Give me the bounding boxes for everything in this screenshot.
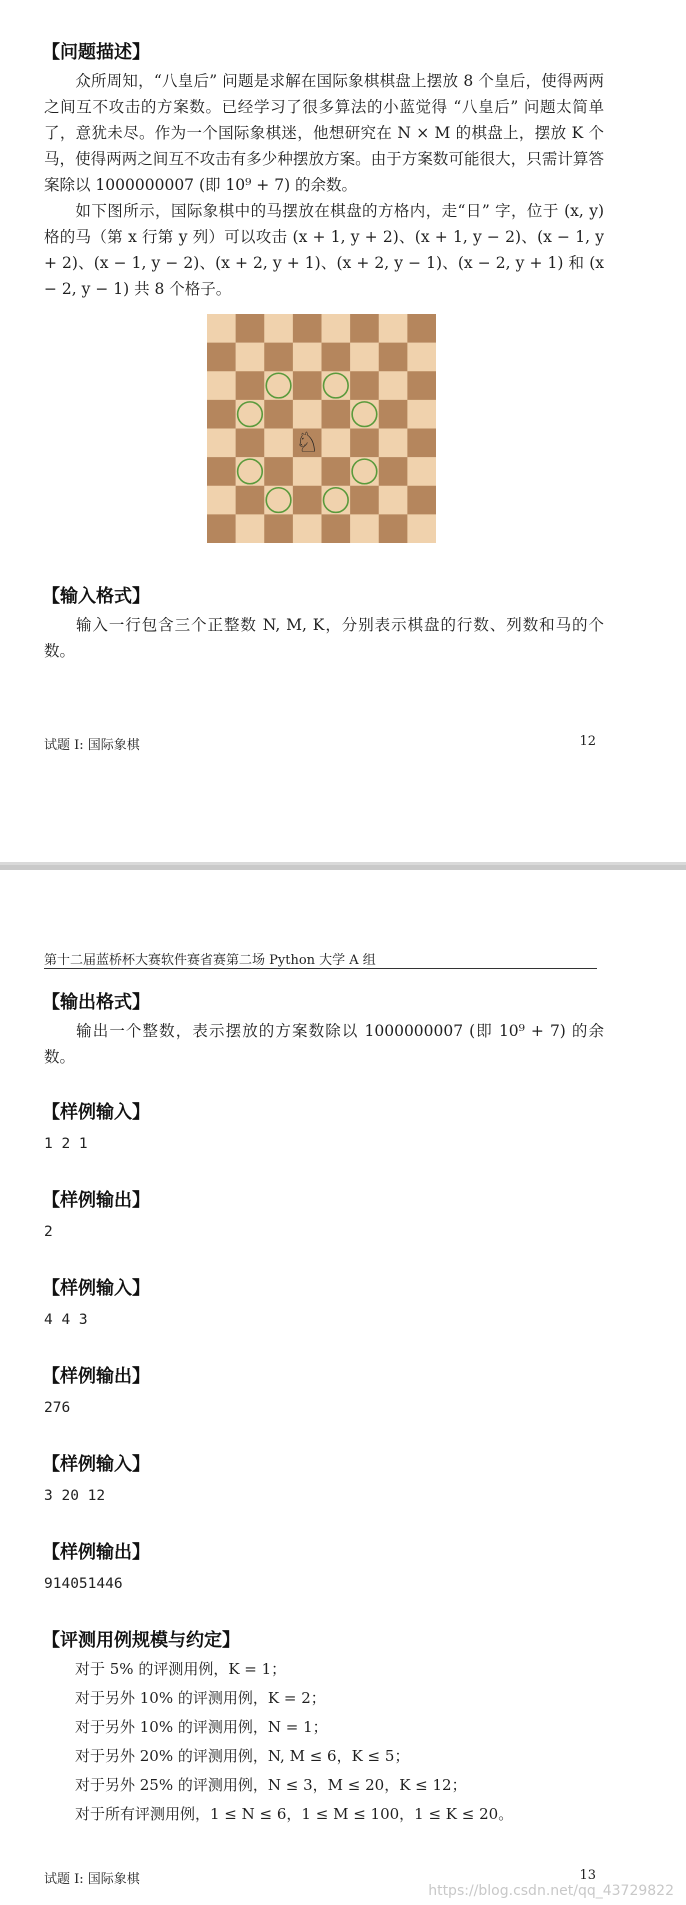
board-square	[236, 486, 265, 515]
board-square	[264, 343, 293, 372]
sample-output-1-heading: 【样例输出】	[42, 1190, 150, 1211]
constraint-line-3: 对于另外 10% 的评测用例，N = 1；	[75, 1718, 328, 1736]
board-square	[236, 314, 265, 343]
board-square	[407, 314, 436, 343]
board-square	[350, 429, 379, 458]
board-square	[236, 400, 265, 429]
board-square	[293, 457, 322, 486]
board-square	[407, 514, 436, 543]
constraint-line-6: 对于所有评测用例，1 ≤ N ≤ 6，1 ≤ M ≤ 100，1 ≤ K ≤ 20。	[75, 1805, 514, 1823]
constraint-line-1: 对于 5% 的评测用例，K = 1；	[75, 1660, 287, 1678]
input-format-paragraph	[44, 612, 604, 664]
board-square	[350, 314, 379, 343]
board-square	[236, 343, 265, 372]
board-square	[264, 371, 293, 400]
board-square	[350, 457, 379, 486]
sample-input-1-value: 1 2 1	[44, 1136, 88, 1152]
sample-input-3-value: 3 20 12	[44, 1488, 106, 1504]
sample-output-3-heading: 【样例输出】	[42, 1542, 150, 1563]
board-square	[379, 486, 408, 515]
board-square	[293, 400, 322, 429]
sample-input-2-heading: 【样例输入】	[42, 1278, 150, 1299]
page-number: 12	[579, 734, 596, 749]
board-square	[379, 371, 408, 400]
board-square	[379, 343, 408, 372]
constraint-line-2: 对于另外 10% 的评测用例，K = 2；	[75, 1689, 326, 1707]
sample-output-1-value: 2	[44, 1224, 53, 1240]
problem-description-paragraph-1	[44, 68, 604, 198]
board-square	[407, 371, 436, 400]
page-footer-title: 试题 I: 国际象棋	[44, 1872, 140, 1887]
board-square	[350, 486, 379, 515]
board-square	[350, 371, 379, 400]
output-format-paragraph	[44, 1018, 604, 1070]
source-watermark: https://blog.csdn.net/qq_43729822	[428, 1883, 674, 1899]
board-square	[264, 486, 293, 515]
board-square	[407, 429, 436, 458]
input-format-heading: 【输入格式】	[42, 586, 150, 607]
board-square	[236, 514, 265, 543]
sample-input-2-value: 4 4 3	[44, 1312, 88, 1328]
board-square	[350, 343, 379, 372]
constraint-line-4: 对于另外 20% 的评测用例，N, M ≤ 6，K ≤ 5；	[75, 1747, 410, 1765]
board-square	[322, 429, 351, 458]
board-square	[293, 371, 322, 400]
board-square	[379, 514, 408, 543]
sample-output-2-heading: 【样例输出】	[42, 1366, 150, 1387]
board-square	[322, 314, 351, 343]
board-square	[207, 429, 236, 458]
board-square	[379, 457, 408, 486]
board-square	[322, 514, 351, 543]
board-square	[322, 400, 351, 429]
board-square	[350, 514, 379, 543]
board-square	[264, 514, 293, 543]
sample-input-1-heading: 【样例输入】	[42, 1102, 150, 1123]
sample-output-2-value: 276	[44, 1400, 71, 1416]
problem-description-text-1: 众所周知，“八皇后” 问题是求解在国际象棋棋盘上摆放 8 个皇后，使得两两之间互不攻击的方案数。已经学习了很多算法的小蓝觉得 “八皇后” 问题太简单了，意犹未尽。作为一个国际象棋迷，他想研究在 N × M 的棋盘上，摆放 K 个马，使得两两之间互不攻击有多少种摆放方案。由于方案数可能很大，只需计算答案除以 1000000007 (即 10⁹ + 7) 的余数。	[44, 72, 604, 194]
page-footer-title: 试题 I: 国际象棋	[44, 738, 140, 753]
header-rule	[44, 968, 597, 969]
board-square	[379, 314, 408, 343]
board-square	[207, 314, 236, 343]
board-square	[407, 343, 436, 372]
board-square	[264, 314, 293, 343]
board-square	[236, 371, 265, 400]
board-square	[350, 400, 379, 429]
document-page-12	[0, 0, 686, 862]
board-square	[322, 371, 351, 400]
constraints-heading: 【评测用例规模与约定】	[42, 1630, 240, 1651]
board-square	[207, 457, 236, 486]
board-square	[379, 429, 408, 458]
board-square	[407, 457, 436, 486]
document-page-13	[0, 870, 686, 1905]
board-square	[293, 486, 322, 515]
page-number: 13	[579, 1868, 596, 1883]
board-square	[379, 400, 408, 429]
sample-input-3-heading: 【样例输入】	[42, 1454, 150, 1475]
board-square	[293, 314, 322, 343]
knight-piece-icon: ♘	[295, 427, 320, 459]
board-square	[407, 400, 436, 429]
page-running-header: 第十二届蓝桥杯大赛软件赛省赛第二场 Python 大学 A 组	[44, 953, 376, 968]
output-format-text: 输出一个整数，表示摆放的方案数除以 1000000007 (即 10⁹ + 7) 的余数。	[44, 1022, 604, 1066]
board-square	[264, 457, 293, 486]
page-separator	[0, 862, 686, 870]
board-square	[236, 429, 265, 458]
board-square	[207, 371, 236, 400]
board-square	[322, 486, 351, 515]
board-square	[264, 400, 293, 429]
sample-output-3-value: 914051446	[44, 1576, 123, 1592]
problem-description-text-2: 如下图所示，国际象棋中的马摆放在棋盘的方格内，走“日” 字，位于 (x, y) 格的马（第 x 行第 y 列）可以攻击 (x + 1, y + 2)、(x + 1, y − 2)、(x − 1, y + 2)、(x − 1, y − 2)、(x + 2, y + 1)、(x + 2, y − 1)、(x − 2, y + 1) 和 (x − 2, y − 1) 共 8 个格子。	[44, 202, 604, 298]
board-square	[207, 343, 236, 372]
board-square	[322, 457, 351, 486]
problem-description-paragraph-2	[44, 198, 604, 302]
board-square	[207, 486, 236, 515]
constraint-line-5: 对于另外 25% 的评测用例，N ≤ 3，M ≤ 20，K ≤ 12；	[75, 1776, 467, 1794]
board-square	[207, 514, 236, 543]
board-square	[293, 514, 322, 543]
output-format-heading: 【输出格式】	[42, 992, 150, 1013]
board-square	[264, 429, 293, 458]
input-format-text: 输入一行包含三个正整数 N, M, K，分别表示棋盘的行数、列数和马的个数。	[44, 616, 604, 660]
chessboard-figure	[207, 314, 436, 543]
board-square	[207, 400, 236, 429]
board-square	[293, 343, 322, 372]
board-square	[407, 486, 436, 515]
board-square	[236, 457, 265, 486]
problem-description-heading: 【问题描述】	[42, 42, 150, 63]
board-square	[322, 343, 351, 372]
